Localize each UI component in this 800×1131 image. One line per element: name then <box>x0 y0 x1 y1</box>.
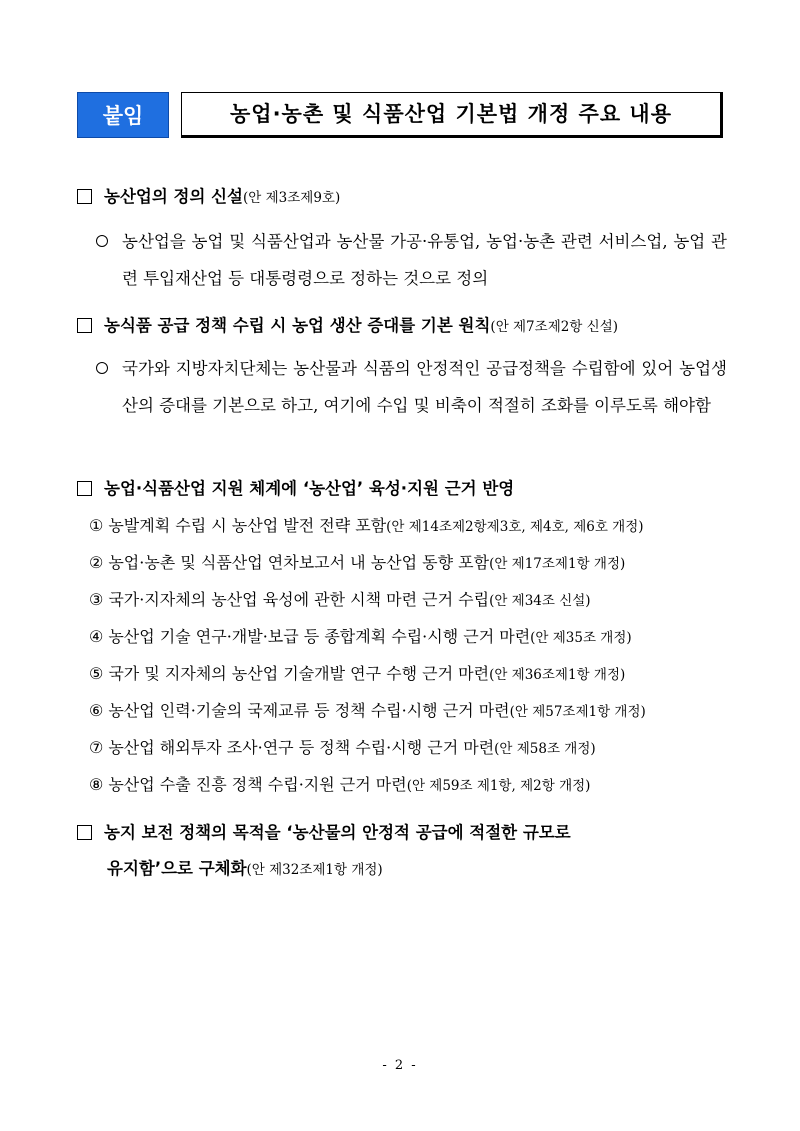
section-2-heading <box>77 309 727 344</box>
item-number: ② <box>89 553 104 572</box>
section-heading-line2: 유지함’으로 구체화 <box>107 859 247 878</box>
item-number: ⑧ <box>89 775 104 794</box>
checkbox-square-icon <box>77 825 92 840</box>
list-item <box>89 766 729 803</box>
attachment-badge: 붙임 <box>77 92 169 138</box>
section-1-heading <box>77 180 727 215</box>
article-ref: (안 제36조제1항 개정) <box>489 667 626 683</box>
article-ref: (안 제32조제1항 개정) <box>246 862 383 878</box>
item-number: ① <box>89 516 104 535</box>
item-text: 농산업 기술 연구·개발·보급 등 종합계획 수립·시행 근거 마련 <box>108 627 531 646</box>
section-heading: 농업·식품산업 지원 체계에 ‘농산업’ 육성·지원 근거 반영 <box>104 479 515 498</box>
item-text: 농산업 수출 진흥 정책 수립·지원 근거 마련 <box>108 775 407 794</box>
list-item <box>89 655 729 692</box>
numbered-list <box>89 507 729 803</box>
article-ref: (안 제35조 개정) <box>530 630 632 646</box>
section-heading-line1: 농지 보전 정책의 목적을 ‘농산물의 안정적 공급에 적절한 규모로 <box>104 823 571 842</box>
section-3-heading <box>77 472 727 506</box>
section-1-bullet <box>96 223 727 297</box>
item-text: 국가·지자체의 농산업 육성에 관한 시책 마련 근거 수립 <box>108 590 490 609</box>
item-number: ⑦ <box>89 738 104 757</box>
item-number: ③ <box>89 590 104 609</box>
item-text: 농산업 해외투자 조사·연구 등 정책 수립·시행 근거 마련 <box>108 738 495 757</box>
item-number: ④ <box>89 627 104 646</box>
article-ref: (안 제7조제2항 신설) <box>490 319 619 335</box>
article-ref: (안 제57조제1항 개정) <box>509 704 646 720</box>
doc-title: 농업·농촌 및 식품산업 기본법 개정 주요 내용 <box>181 92 723 138</box>
bullet-text: 농산업을 농업 및 식품산업과 농산물 가공·유통업, 농업·농촌 관련 서비스업, 농업 관련 투입재산업 등 대통령령으로 정하는 것으로 정의 <box>122 232 727 288</box>
doc-header <box>77 92 723 138</box>
list-item <box>89 618 729 655</box>
checkbox-square-icon <box>77 189 92 204</box>
circle-bullet-icon <box>96 235 108 247</box>
section-4-heading <box>77 815 727 888</box>
article-ref: (안 제59조 제1항, 제2항 개정) <box>406 778 591 794</box>
item-text: 국가 및 지자체의 농산업 기술개발 연구 수행 근거 마련 <box>108 664 490 683</box>
section-heading-line2-row <box>77 851 727 888</box>
list-item <box>89 507 729 544</box>
item-number: ⑥ <box>89 701 104 720</box>
item-text: 농산업 인력·기술의 국제교류 등 정책 수립·시행 근거 마련 <box>108 701 510 720</box>
article-ref: (안 제3조제9호) <box>243 190 341 206</box>
item-text: 농업·농촌 및 식품산업 연차보고서 내 농산업 동향 포함 <box>108 553 490 572</box>
article-ref: (안 제34조 신설) <box>489 593 591 609</box>
checkbox-square-icon <box>77 318 92 333</box>
article-ref: (안 제58조 개정) <box>494 741 596 757</box>
item-number: ⑤ <box>89 664 104 683</box>
circle-bullet-icon <box>96 362 108 374</box>
checkbox-square-icon <box>77 481 92 496</box>
page-number: - 2 - <box>382 1058 418 1073</box>
list-item <box>89 544 729 581</box>
list-item <box>89 581 729 618</box>
list-item <box>89 692 729 729</box>
list-item <box>89 729 729 766</box>
bullet-text: 국가와 지방자치단체는 농산물과 식품의 안정적인 공급정책을 수립함에 있어 농업생산의 증대를 기본으로 하고, 여기에 수입 및 비축이 적절히 조화를 이루도록 해야함 <box>122 359 727 415</box>
section-heading: 농산업의 정의 신설 <box>104 187 244 206</box>
item-text: 농발계획 수립 시 농산업 발전 전략 포함 <box>108 516 387 535</box>
section-heading: 농식품 공급 정책 수립 시 농업 생산 증대를 기본 원칙 <box>104 316 491 335</box>
section-2-bullet <box>96 350 727 424</box>
article-ref: (안 제17조제1항 개정) <box>489 556 626 572</box>
article-ref: (안 제14조제2항제3호, 제4호, 제6호 개정) <box>386 519 644 535</box>
